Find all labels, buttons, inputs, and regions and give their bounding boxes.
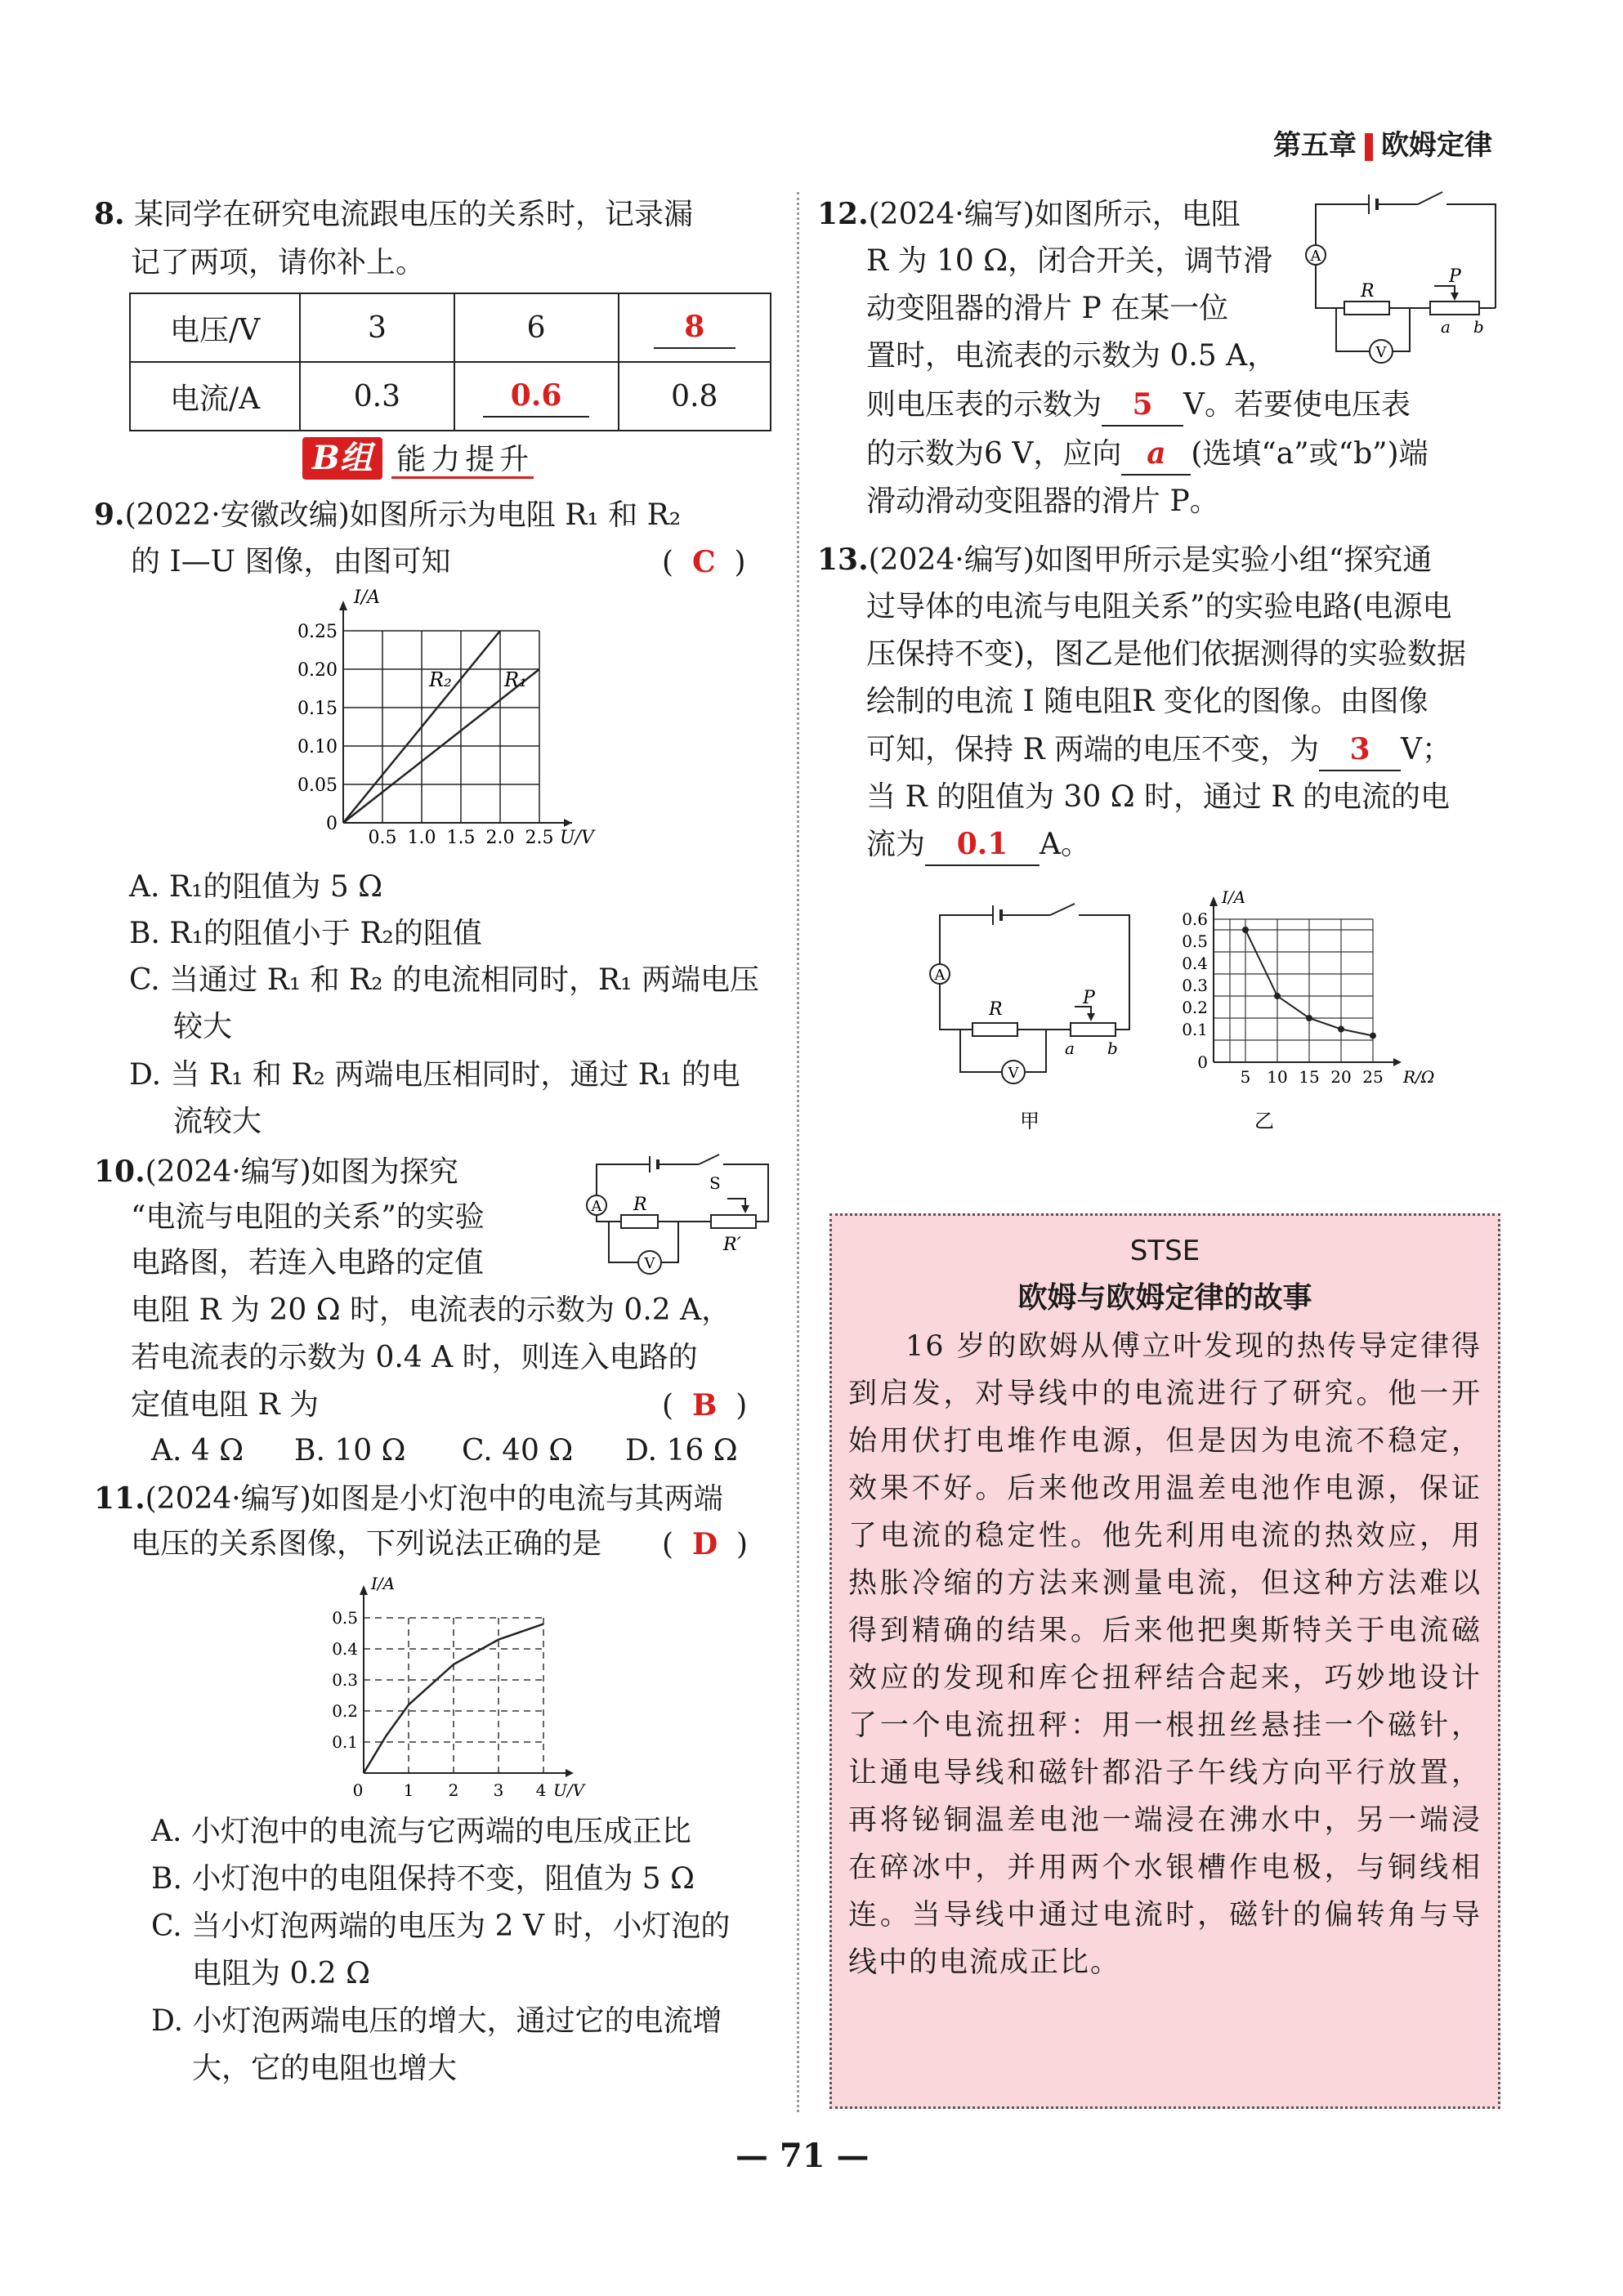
- voltmeter-label: V: [1375, 344, 1387, 361]
- q13-circuit-diagram-a: [915, 891, 1160, 1136]
- q13-answer-current: 0.1: [925, 824, 1040, 866]
- chapter-number: 第五章: [1273, 129, 1357, 162]
- header-divider: [1365, 133, 1373, 161]
- q12-answer-voltage: 5: [1102, 384, 1183, 427]
- q12-text1: (2024·编写)如图所示，电阻: [868, 198, 1241, 231]
- chapter-title: 欧姆定律: [1381, 129, 1492, 162]
- paren-close: ): [736, 1528, 749, 1561]
- q13-answer-voltage: 3: [1319, 729, 1401, 771]
- q12-number: 12.: [817, 197, 869, 231]
- table-cell: 电流/A: [130, 362, 300, 431]
- resistor-r: [1344, 302, 1389, 315]
- q12-line7: 滑动滑动变阻器的滑片 P。: [866, 485, 1219, 518]
- slider-arrow: [741, 1205, 749, 1213]
- x-tick-label: 15: [1299, 1067, 1320, 1087]
- data-point: [1274, 993, 1281, 999]
- stse-paragraph: 16 岁的欧姆从傅立叶发现的热传导定律得到启发，对导线中的电流进行了研究。他一开始用伏打电堆作电源，但是因为电流不稳定，效果不好。后来他改用温差电池作电源，保证了电流的稳定性。他先利用电流的热效应，用热胀冷缩的方法来测量电流，但这种方法难以得到精确的结果。后来他把奥斯特关于电流磁效应的发现和库仑扭秤结合起来，巧妙地设计了一个电流扭秤：用一根扭丝悬挂一个磁针，让通电导线和磁针都沿子午线方向平行放置，再将铋铜温差电池一端浸在沸水中，另一端浸在碎冰中，并用两个水银槽作电极，与铜线相连。当导线中通过电流时，磁针的偏转角与导线中的电流成正比。: [848, 1330, 1482, 1979]
- q10-number: 10.: [94, 1155, 145, 1189]
- q10-circuit-diagram: [572, 1148, 785, 1287]
- q12-text5b: V。若要使电压表: [1183, 388, 1411, 422]
- rheostat-label: R′: [723, 1235, 741, 1255]
- data-point: [1242, 927, 1249, 933]
- q11-option-d-cont: 大，它的电阻也增大: [192, 2052, 458, 2085]
- x-axis-arrow: [566, 1769, 574, 1777]
- q12-line2: R 为 10 Ω，闭合开关，调节滑: [866, 244, 1273, 278]
- y-tick-label: 0.2: [1182, 998, 1208, 1017]
- q12-text5a: 则电压表的示数为: [866, 388, 1102, 422]
- q13-number: 13.: [817, 543, 869, 577]
- q10-option-b: B. 10 Ω: [294, 1434, 406, 1467]
- x-tick-label: 4: [535, 1780, 547, 1800]
- y-tick-label: 0.25: [297, 622, 338, 642]
- q10-answer-bracket: [662, 1381, 747, 1431]
- y-tick-label: 0.20: [297, 660, 338, 681]
- table-cell: 6: [454, 293, 619, 362]
- q11-line2: 电压的关系图像，下列说法正确的是: [131, 1527, 602, 1561]
- q10-line2: “电流与电阻的关系”的实验: [131, 1200, 485, 1234]
- q11-text1: (2024·编写)如图是小灯泡中的电流与其两端: [145, 1482, 723, 1516]
- q11-option-a: A. 小灯泡中的电流与它两端的电压成正比: [151, 1815, 691, 1848]
- q10-line6: 定值电阻 R 为: [131, 1388, 319, 1422]
- q8-line2: 记了两项，请你补上。: [131, 246, 426, 279]
- q11-answer-bracket: [662, 1520, 748, 1570]
- table-cell: 3: [300, 293, 454, 362]
- q13-line2: 过导体的电流与电阻关系”的实验电路(电源电: [866, 590, 1452, 623]
- y-tick-label: 0.15: [297, 699, 338, 719]
- q8-answer-voltage: 8: [654, 306, 735, 349]
- q10-text1: (2024·编写)如图为探究: [145, 1155, 458, 1189]
- terminal-b-label: b: [1473, 317, 1484, 337]
- q13-text7a: 流为: [866, 828, 926, 861]
- data-point: [1370, 1033, 1376, 1039]
- section-b-heading: [302, 437, 534, 481]
- x-tick-label: 1: [403, 1780, 414, 1800]
- q11-option-b: B. 小灯泡中的电阻保持不变，阻值为 5 Ω: [151, 1862, 695, 1896]
- y-tick-label: 0.3: [332, 1670, 358, 1690]
- q8-text1: 某同学在研究电流跟电压的关系时，记录漏: [134, 198, 694, 231]
- q9-option-d: D. 当 R₁ 和 R₂ 两端电压相同时，通过 R₁ 的电: [129, 1058, 740, 1092]
- y-tick-label: 0.5: [332, 1608, 358, 1628]
- section-b-badge: B组: [302, 437, 382, 480]
- q10-answer: B: [691, 1388, 718, 1423]
- q10-line3: 电路图，若连入电路的定值: [131, 1246, 485, 1280]
- q9-answer: C: [691, 545, 716, 579]
- resistor-r: [972, 1023, 1017, 1036]
- q11-option-c: C. 当小灯泡两端的电压为 2 V 时，小灯泡的: [151, 1910, 731, 1943]
- q12-circuit-diagram: [1287, 184, 1508, 372]
- switch-lever: [1050, 904, 1075, 915]
- circuit-wire: [1079, 915, 1129, 1030]
- data-point: [1338, 1026, 1344, 1033]
- table-cell: 0.8: [619, 362, 771, 431]
- table-cell: 电压/V: [130, 293, 300, 362]
- resistor-label: R: [633, 1195, 647, 1215]
- q13-line7: [866, 820, 1090, 869]
- circuit-wire: [1393, 308, 1410, 351]
- x-tick-label: 0.5: [368, 828, 397, 848]
- q13-text7b: A。: [1040, 828, 1091, 861]
- circuit-wire: [940, 915, 993, 964]
- ammeter-label: A: [591, 1198, 602, 1215]
- circuit-wire: [1026, 1030, 1046, 1072]
- q9-option-d-cont: 流较大: [173, 1105, 262, 1138]
- q12-line4: 置时，电流表的示数为 0.5 A，: [866, 339, 1277, 373]
- q12-text6b: (选填“a”或“b”)端: [1191, 437, 1429, 471]
- rheostat: [1071, 1023, 1116, 1036]
- q10-line4: 电阻 R 为 20 Ω 时，电流表的示数为 0.2 A，: [131, 1293, 731, 1327]
- slider-label: P: [1449, 266, 1461, 287]
- y-axis-arrow: [1209, 896, 1218, 906]
- q13-text5a: 可知，保持 R 两端的电压不变，为: [866, 733, 1319, 766]
- q11-answer: D: [691, 1527, 718, 1561]
- y-tick-label: 0.4: [1182, 954, 1208, 973]
- circuit-wire: [1316, 204, 1369, 245]
- x-axis-arrow: [564, 819, 572, 827]
- x-tick-label: 25: [1362, 1067, 1384, 1087]
- x-tick-label: 10: [1267, 1067, 1288, 1087]
- terminal-a-label: a: [1441, 317, 1451, 337]
- rheostat: [711, 1215, 756, 1228]
- y-tick-label: 0: [326, 814, 338, 834]
- circuit-wire: [940, 984, 972, 1030]
- resistor-label: R: [989, 999, 1003, 1020]
- x-tick-label: 2: [448, 1780, 459, 1800]
- q12-line3: 动变阻器的滑片 P 在某一位: [866, 292, 1229, 325]
- q10-option-d: D. 16 Ω: [625, 1434, 738, 1467]
- slider-label: P: [1083, 988, 1095, 1008]
- y-axis-label: I/A: [354, 588, 380, 608]
- x-tick-label: 1.5: [446, 828, 476, 848]
- q13-text5b: V；: [1401, 733, 1451, 766]
- y-axis-arrow: [360, 1585, 368, 1595]
- data-point: [1306, 1015, 1312, 1021]
- x-tick-label: 0: [352, 1780, 364, 1800]
- y-tick-label: 0.10: [297, 737, 338, 757]
- ammeter-label: A: [934, 967, 946, 984]
- q9-option-c: C. 当通过 R₁ 和 R₂ 的电流相同时，R₁ 两端电压: [129, 963, 759, 997]
- q10-line1: [94, 1147, 458, 1197]
- q12-line6: [866, 430, 1429, 479]
- q9-text1: (2022·安徽改编)如图所示为电阻 R₁ 和 R₂: [124, 498, 682, 532]
- paren-open: (: [662, 1389, 674, 1423]
- y-tick-label: 0.4: [332, 1639, 358, 1659]
- q9-option-c-cont: 较大: [173, 1010, 233, 1043]
- q11-option-d: D. 小灯泡两端电压的增大，通过它的电流增: [151, 2004, 722, 2038]
- q9-line2: 的 I—U 图像，由图可知: [131, 545, 451, 578]
- column-divider: [797, 192, 799, 2112]
- q11-line1: [94, 1474, 723, 1524]
- paren-close: ): [734, 546, 746, 579]
- q13-line6: 当 R 的阻值为 30 Ω 时，通过 R 的电流的电: [866, 780, 1450, 814]
- slider-arrow: [1087, 1013, 1095, 1021]
- voltmeter-label: V: [644, 1255, 655, 1272]
- switch-lever: [1418, 192, 1442, 204]
- q12-answer-direction: a: [1121, 433, 1191, 476]
- x-tick-label: 1.0: [407, 828, 436, 848]
- q8-answer-current: 0.6: [483, 375, 589, 418]
- q13-line5: [866, 726, 1451, 775]
- q8-table: [129, 293, 771, 431]
- q13-line4: 绘制的电流 I 随电阻R 变化的图像。由图像: [866, 685, 1429, 718]
- y-tick-label: 0.2: [332, 1701, 358, 1721]
- q11-number: 11.: [94, 1481, 145, 1516]
- switch-label: S: [709, 1173, 721, 1193]
- q11-bulb-chart: [319, 1569, 597, 1810]
- section-b-title: 能力提升: [391, 443, 534, 479]
- ammeter-label: A: [1310, 248, 1321, 265]
- series-label-r2: R₂: [429, 668, 452, 691]
- q13-line3: 压保持不变)，图乙是他们依据测得的实验数据: [866, 637, 1467, 671]
- circuit-wire: [662, 1222, 678, 1262]
- q9-answer-bracket: [662, 538, 746, 587]
- paren-open: (: [662, 1528, 674, 1561]
- y-axis-arrow: [339, 601, 347, 610]
- stse-title: 欧姆与欧姆定律的故事: [1017, 1281, 1312, 1315]
- q9-iu-chart: [290, 588, 617, 850]
- y-tick-label: 0.1: [332, 1732, 358, 1752]
- slider-arrow: [1451, 293, 1459, 301]
- x-axis-label: U/V: [560, 828, 594, 848]
- y-tick-label: 0.5: [1182, 931, 1208, 951]
- y-tick-label: 0.3: [1182, 976, 1208, 995]
- stse-tag: STSE: [1129, 1235, 1200, 1267]
- y-tick-label: 0.6: [1182, 909, 1208, 929]
- q9-option-b: B. R₁的阻值小于 R₂的阻值: [129, 917, 482, 950]
- stse-box: [829, 1213, 1500, 2109]
- circuit-wire: [1316, 265, 1344, 308]
- q9-option-a: A. R₁的阻值为 5 Ω: [129, 870, 383, 904]
- q12-line1: [817, 190, 1241, 239]
- y-tick-label: 0.05: [297, 775, 338, 796]
- q8-line1: [94, 190, 693, 239]
- x-tick-label: 5: [1240, 1067, 1251, 1087]
- voltmeter-label: V: [1008, 1065, 1019, 1082]
- figure-a-caption: 甲: [1020, 1110, 1040, 1132]
- page-number: — 71 —: [735, 2137, 870, 2175]
- q13-line1: [817, 535, 1432, 585]
- resistor-label: R: [1361, 281, 1375, 302]
- q13-ir-chart: [1165, 887, 1483, 1140]
- terminal-a-label: a: [1065, 1039, 1075, 1058]
- figure-b-caption: 乙: [1254, 1110, 1274, 1132]
- terminal-b-label: b: [1107, 1039, 1118, 1058]
- y-axis-label: I/A: [1222, 887, 1246, 907]
- q12-text6a: 的示数为6 V，应向: [866, 437, 1122, 471]
- q9-line1: [94, 490, 681, 540]
- q10-option-a: A. 4 Ω: [151, 1434, 244, 1467]
- circuit-wire: [723, 1164, 768, 1222]
- paren-close: ): [735, 1389, 748, 1423]
- circuit-wire: [597, 1215, 621, 1222]
- x-tick-label: 20: [1330, 1067, 1352, 1087]
- x-tick-label: 3: [493, 1780, 504, 1800]
- q8-number: 8.: [94, 197, 125, 231]
- chapter-header: [1273, 123, 1492, 163]
- q11-option-c-cont: 电阻为 0.2 Ω: [192, 1957, 370, 1990]
- x-axis-label: R/Ω: [1403, 1067, 1435, 1087]
- x-tick-label: 2.0: [485, 828, 515, 848]
- resistor-r: [621, 1215, 658, 1228]
- x-axis-arrow: [1393, 1058, 1402, 1066]
- q9-number: 9.: [94, 498, 125, 532]
- x-tick-label: 2.5: [525, 828, 554, 848]
- paren-open: (: [662, 546, 674, 579]
- rheostat: [1430, 302, 1479, 315]
- circuit-wire: [597, 1164, 650, 1195]
- switch-lever: [699, 1155, 719, 1164]
- y-tick-label: 0: [1197, 1052, 1208, 1072]
- q10-option-c: C. 40 Ω: [462, 1434, 574, 1467]
- q13-text1: (2024·编写)如图甲所示是实验小组“探究通: [868, 543, 1433, 577]
- series-label-r1: R₁: [504, 668, 527, 691]
- y-axis-label: I/A: [371, 1574, 396, 1593]
- y-tick-label: 0.1: [1182, 1020, 1208, 1039]
- table-cell: 0.3: [300, 362, 454, 431]
- x-axis-label: U/V: [553, 1780, 585, 1800]
- q12-line5: [866, 381, 1411, 430]
- q10-line5: 若电流表的示数为 0.4 A 时，则连入电路的: [131, 1341, 698, 1374]
